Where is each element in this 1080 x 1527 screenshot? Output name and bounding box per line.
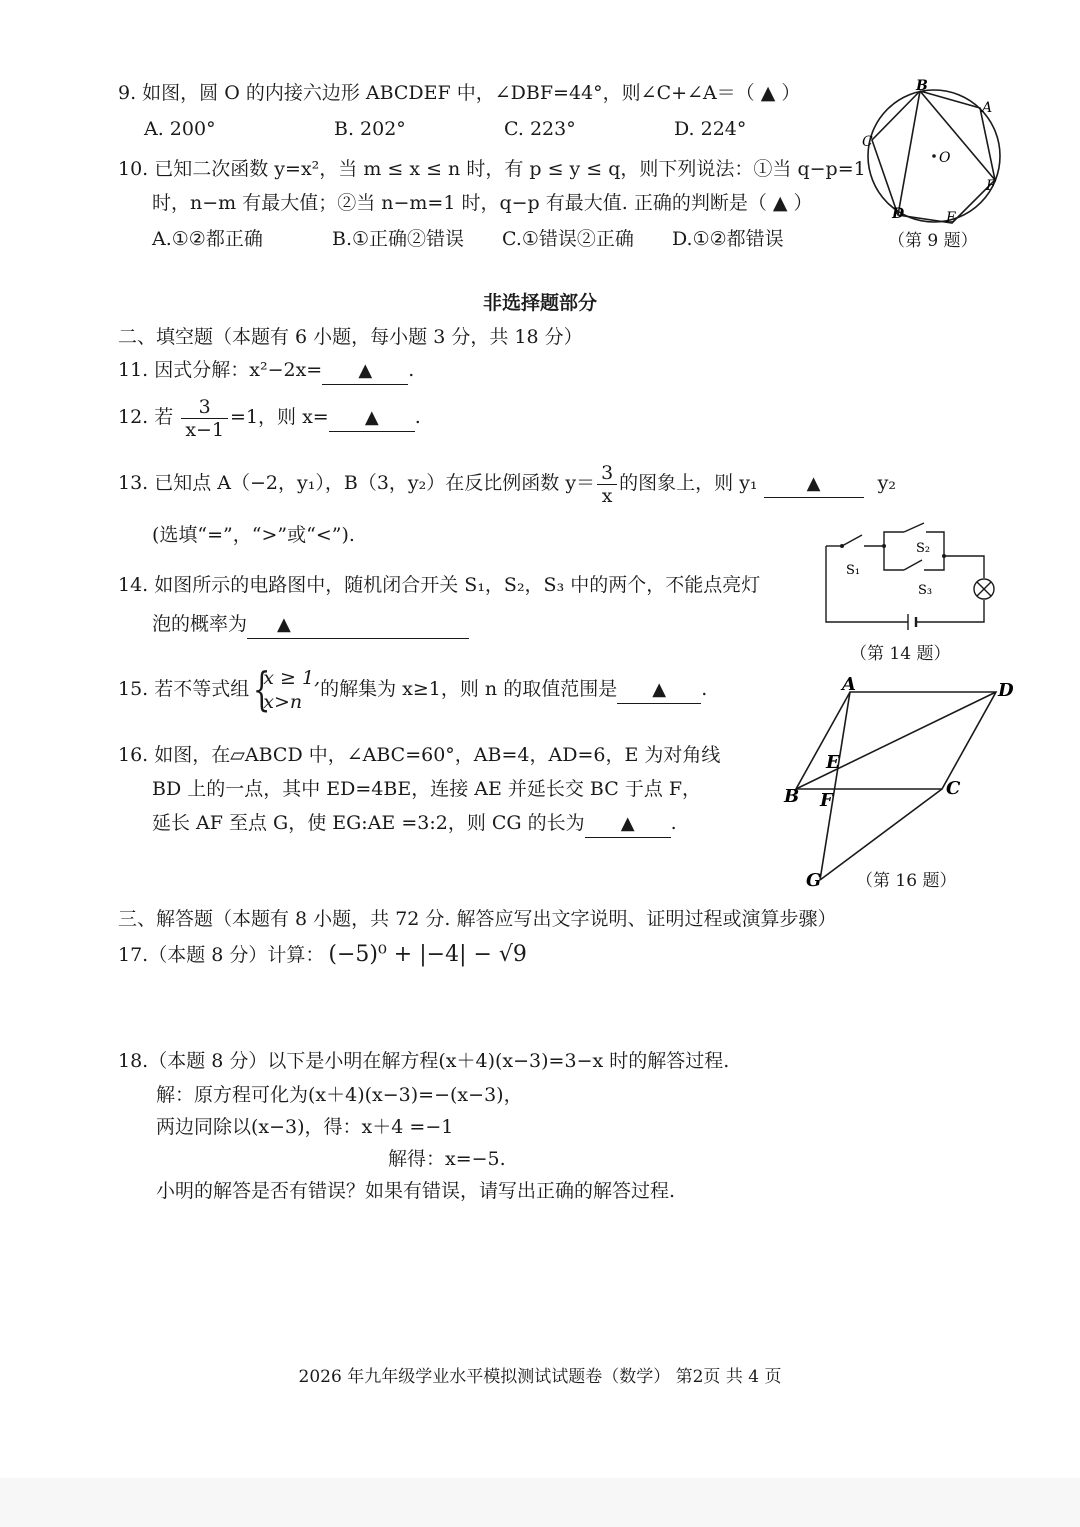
switch-s3	[904, 560, 922, 570]
q11-answer-blank: ▲	[322, 358, 408, 385]
q10-option-a: A.①②都正确	[152, 228, 263, 250]
q9-caption: （第 9 题）	[888, 231, 978, 251]
q16-caption: （第 16 题）	[856, 871, 957, 891]
label-c: C	[946, 778, 961, 799]
switch-s2	[904, 523, 924, 532]
label-e: E	[826, 752, 840, 773]
q11-text: 11. 因式分解：x²−2x=	[118, 359, 323, 381]
q9-option-d: D. 224°	[674, 118, 747, 140]
q15-prefix: 15. 若不等式组	[118, 678, 250, 700]
wire-to-lamp	[944, 556, 984, 578]
q9-option-a: A. 200°	[144, 118, 216, 140]
bottom-margin-strip	[0, 1478, 1080, 1527]
diagonal-bd	[796, 692, 996, 789]
q9-circle-hexagon-figure	[858, 78, 1018, 238]
wire-s3-right	[924, 556, 944, 570]
wire-s3-left	[884, 546, 904, 570]
q16-parallelogram-figure	[782, 676, 1022, 896]
q13-suffix: y₂	[877, 472, 896, 494]
node-branch	[882, 544, 886, 548]
q9-option-c: C. 223°	[504, 118, 576, 140]
q10-stem-2: 时，n−m 有最大值；②当 n−m=1 时，q−p 有最大值. 正确的判断是（ ▲ ）	[152, 192, 813, 214]
q14-stem-1: 14. 如图所示的电路图中，随机闭合开关 S₁，S₂，S₃ 中的两个，不能点亮灯	[118, 574, 761, 596]
q11	[118, 357, 414, 385]
q18-solution-1: 解：原方程可化为(x＋4)(x−3)=−(x−3)，	[156, 1084, 523, 1106]
q14-caption: （第 14 题）	[850, 644, 951, 664]
q12-numerator: 3	[181, 396, 228, 419]
q12-denominator: x−1	[185, 418, 225, 441]
q12-suffix: .	[414, 406, 421, 428]
q15-ineq-1: x ≥ 1,	[263, 667, 321, 689]
page-footer: 2026 年九年级学业水平模拟测试试题卷（数学） 第2页 共 4 页	[298, 1367, 782, 1387]
q11-suffix: .	[408, 359, 415, 381]
label-d: D	[998, 680, 1014, 701]
q13-fraction	[597, 462, 617, 507]
q15	[118, 662, 707, 716]
label-g: G	[806, 870, 822, 891]
label-s2: S₂	[916, 541, 931, 556]
q14-answer-blank: ▲	[247, 612, 469, 639]
section-3-title: 三、解答题（本题有 8 小题，共 72 分. 解答应写出文字说明、证明过程或演算步骤）	[118, 908, 837, 930]
label-f: F	[986, 178, 996, 194]
q16-suffix: .	[670, 812, 677, 834]
q15-inequality-system	[249, 662, 321, 716]
q12	[118, 392, 421, 442]
brace-symbol: {	[253, 662, 271, 716]
q9-stem: 9. 如图，圆 O 的内接六边形 ABCDEF 中，∠DBF=44°，则∠C+∠A＝（ ▲ ）	[118, 82, 801, 104]
q18-solution-3: 解得：x=−5.	[388, 1148, 506, 1170]
label-s1: S₁	[846, 563, 861, 578]
q13-answer-blank: ▲	[764, 471, 864, 498]
section-2-title: 二、填空题（本题有 6 小题，每小题 3 分，共 18 分）	[118, 326, 583, 348]
q13-numerator: 3	[597, 462, 617, 485]
q14-stem-2	[152, 611, 469, 639]
q16-stem-3	[152, 810, 677, 838]
q10-option-b: B.①正确②错误	[332, 228, 465, 250]
q12-mid: =1，则 x=	[230, 406, 329, 428]
switch-s1	[842, 535, 862, 546]
wire-left-bottom	[826, 546, 908, 622]
q13-line-2: (选填“=”，“>”或“<”).	[152, 524, 355, 546]
q13-denominator: x	[601, 484, 613, 507]
wire-bottom-right	[916, 600, 984, 622]
q16-answer-blank: ▲	[585, 811, 671, 838]
label-s3: S₃	[918, 583, 933, 598]
q14-circuit-figure	[820, 522, 1020, 634]
q10-option-c: C.①错误②正确	[502, 228, 634, 250]
line-cg	[820, 789, 942, 880]
wire-s2-left	[884, 532, 904, 546]
center-point	[932, 154, 936, 158]
label-a: A	[842, 676, 856, 695]
section-nonchoice-title: 非选择题部分	[482, 292, 597, 314]
q15-suffix: .	[701, 678, 708, 700]
q9-option-b: B. 202°	[334, 118, 406, 140]
label-e: E	[946, 210, 957, 226]
label-a: A	[982, 100, 993, 116]
q15-ineq-2: x>n	[263, 691, 303, 713]
q17-expression: (−5)⁰ + |−4| − √9	[328, 942, 527, 967]
q15-mid: 的解集为 x≥1，则 n 的取值范围是	[320, 678, 618, 700]
q12-prefix: 12. 若	[118, 406, 174, 428]
node-s1	[840, 544, 844, 548]
q18-solution-2: 两边同除以(x−3)，得：x＋4 =−1	[156, 1116, 454, 1138]
q12-fraction	[181, 396, 228, 441]
q16-stem-2: BD 上的一点，其中 ED=4BE，连接 AE 并延长交 BC 于点 F，	[152, 778, 702, 800]
q18-question: 小明的解答是否有错误？如果有错误，请写出正确的解答过程.	[156, 1180, 676, 1202]
q14-prefix: 泡的概率为	[152, 613, 248, 635]
q12-answer-blank: ▲	[329, 405, 415, 432]
label-o: O	[939, 150, 951, 166]
label-b: B	[916, 78, 928, 94]
node-merge	[942, 554, 946, 558]
q16-stem-1: 16. 如图，在▱ABCD 中，∠ABC=60°，AB=4，AD=6，E 为对角线	[118, 744, 721, 766]
q15-answer-blank: ▲	[617, 677, 701, 704]
label-f: F	[820, 790, 833, 811]
label-d: D	[892, 206, 905, 222]
q10-stem-1: 10. 已知二次函数 y=x²，当 m ≤ x ≤ n 时，有 p ≤ y ≤ q，则下列说法：①当 q−p=1	[118, 158, 866, 180]
q18-stem: 18.（本题 8 分）以下是小明在解方程(x＋4)(x−3)=3−x 时的解答过程.	[118, 1050, 730, 1072]
q16-prefix: 延长 AF 至点 G，使 EG:AE =3:2，则 CG 的长为	[152, 812, 585, 834]
q17-prefix: 17.（本题 8 分）计算：	[118, 944, 325, 966]
label-b: B	[784, 786, 800, 807]
q13	[118, 458, 896, 508]
label-c: C	[862, 134, 873, 150]
q10-option-d: D.①②都错误	[672, 228, 784, 250]
q17	[118, 942, 527, 968]
q13-mid: 的图象上，则 y₁	[619, 472, 758, 494]
q13-prefix: 13. 已知点 A（−2，y₁），B（3，y₂）在反比例函数 y＝	[118, 472, 596, 494]
